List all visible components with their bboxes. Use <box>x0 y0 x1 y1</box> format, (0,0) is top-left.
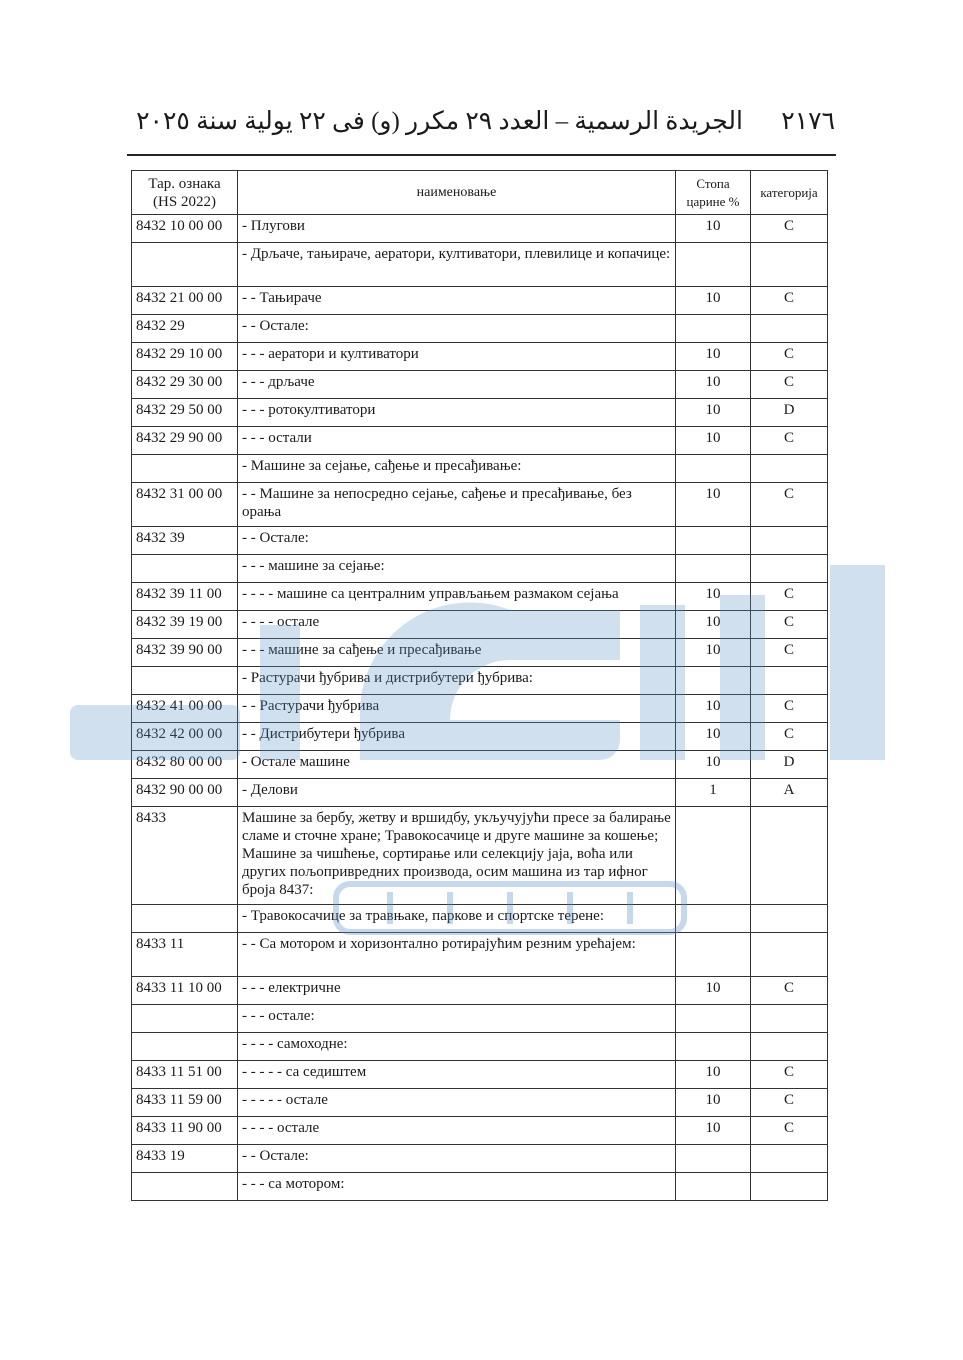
table-row <box>132 215 828 243</box>
table-row <box>132 905 828 933</box>
table-row <box>132 695 828 723</box>
item-name: - Дрљаче, тањираче, аератори, култиватори, плевилице и копачице: <box>238 243 676 287</box>
duty-rate: 10 <box>676 427 751 455</box>
duty-rate <box>676 667 751 695</box>
item-name: - Машине за сејање, сађење и пресађивање: <box>238 455 676 483</box>
category: D <box>751 399 828 427</box>
tariff-code: 8432 29 10 00 <box>132 343 238 371</box>
item-name: - - Са мотором и хоризонтално ротирајућим резним урећајем: <box>238 933 676 977</box>
table-row <box>132 1033 828 1061</box>
category: C <box>751 427 828 455</box>
duty-rate: 10 <box>676 977 751 1005</box>
tariff-code <box>132 243 238 287</box>
item-name: - - - аератори и култиватори <box>238 343 676 371</box>
tariff-code: 8432 42 00 00 <box>132 723 238 751</box>
tariff-code <box>132 1173 238 1201</box>
item-name: - - Растурачи ђубрива <box>238 695 676 723</box>
tariff-code <box>132 1033 238 1061</box>
category: C <box>751 1117 828 1145</box>
table-row <box>132 1089 828 1117</box>
tariff-code: 8432 41 00 00 <box>132 695 238 723</box>
category <box>751 243 828 287</box>
tariff-code: 8432 39 <box>132 527 238 555</box>
duty-rate: 10 <box>676 399 751 427</box>
table-row <box>132 1005 828 1033</box>
category: C <box>751 215 828 243</box>
item-name: - - - - остале <box>238 611 676 639</box>
column-header-code: Тар. ознака (HS 2022) <box>132 171 238 215</box>
table-row <box>132 527 828 555</box>
item-name: - - Дистрибутери ђубрива <box>238 723 676 751</box>
category: C <box>751 287 828 315</box>
tariff-code <box>132 1005 238 1033</box>
table-row <box>132 723 828 751</box>
page-number: ٢١٧٦ <box>781 108 835 135</box>
table-row <box>132 427 828 455</box>
category <box>751 905 828 933</box>
item-name: Машине за бербу, жетву и вршидбу, укључујући пресе за балирање сламе и сточне хране; Травокосачице и друге машине за кошење; Машине за чишћење, сортирање или селекцију јаја, воћа или других пољопривредних производа, осим машина из тар ифног броја 8437: <box>238 807 676 905</box>
duty-rate: 10 <box>676 751 751 779</box>
duty-rate <box>676 315 751 343</box>
table-row <box>132 371 828 399</box>
tariff-code: 8432 21 00 00 <box>132 287 238 315</box>
table-row <box>132 343 828 371</box>
duty-rate: 10 <box>676 583 751 611</box>
column-header-name: наименовање <box>238 171 676 215</box>
duty-rate: 10 <box>676 639 751 667</box>
item-name: - - - са мотором: <box>238 1173 676 1201</box>
tariff-code: 8433 11 <box>132 933 238 977</box>
duty-rate: 10 <box>676 287 751 315</box>
tariff-code: 8433 19 <box>132 1145 238 1173</box>
item-name: - - Остале: <box>238 527 676 555</box>
duty-rate: 10 <box>676 695 751 723</box>
category: C <box>751 1089 828 1117</box>
category: C <box>751 611 828 639</box>
category: C <box>751 343 828 371</box>
category: C <box>751 1061 828 1089</box>
category <box>751 315 828 343</box>
tariff-code: 8432 10 00 00 <box>132 215 238 243</box>
category <box>751 807 828 905</box>
duty-rate <box>676 527 751 555</box>
duty-rate: 10 <box>676 371 751 399</box>
duty-rate <box>676 555 751 583</box>
tariff-code: 8432 80 00 00 <box>132 751 238 779</box>
tariff-code: 8433 11 10 00 <box>132 977 238 1005</box>
category <box>751 527 828 555</box>
item-name: - - - - остале <box>238 1117 676 1145</box>
duty-rate: 10 <box>676 215 751 243</box>
table-row <box>132 1061 828 1089</box>
category: C <box>751 483 828 527</box>
item-name: - - - дрљаче <box>238 371 676 399</box>
tariff-code <box>132 555 238 583</box>
table-row <box>132 243 828 287</box>
category: C <box>751 639 828 667</box>
category <box>751 1145 828 1173</box>
tariff-code: 8433 11 51 00 <box>132 1061 238 1089</box>
tariff-code: 8432 29 30 00 <box>132 371 238 399</box>
table-row <box>132 555 828 583</box>
duty-rate <box>676 1033 751 1061</box>
table-row <box>132 977 828 1005</box>
tariff-code: 8432 39 19 00 <box>132 611 238 639</box>
duty-rate <box>676 807 751 905</box>
tariff-code: 8432 29 90 00 <box>132 427 238 455</box>
duty-rate: 10 <box>676 1061 751 1089</box>
header-rule <box>127 154 836 156</box>
tariff-code <box>132 667 238 695</box>
category: C <box>751 695 828 723</box>
column-header-category: категорија <box>751 171 828 215</box>
column-header-rate: Стопа царине % <box>676 171 751 215</box>
category: C <box>751 723 828 751</box>
item-name: - - Тањираче <box>238 287 676 315</box>
tariff-code <box>132 455 238 483</box>
tariff-code: 8432 39 11 00 <box>132 583 238 611</box>
item-name: - - - - - са седиштем <box>238 1061 676 1089</box>
table-row <box>132 751 828 779</box>
table-row <box>132 1117 828 1145</box>
duty-rate: 10 <box>676 1089 751 1117</box>
table-row <box>132 1173 828 1201</box>
table-row <box>132 639 828 667</box>
item-name: - - Остале: <box>238 1145 676 1173</box>
category <box>751 455 828 483</box>
duty-rate: 10 <box>676 1117 751 1145</box>
item-name: - - - ротокултиватори <box>238 399 676 427</box>
duty-rate <box>676 1173 751 1201</box>
gazette-title: الجريدة الرسمية – العدد ٢٩ مكرر (و) فى ٢٢ يولية سنة ٢٠٢٥ <box>136 108 743 135</box>
tariff-table <box>131 170 828 1201</box>
item-name: - - - машине за сејање: <box>238 555 676 583</box>
item-name: - - - остале: <box>238 1005 676 1033</box>
duty-rate <box>676 243 751 287</box>
item-name: - - - - самоходне: <box>238 1033 676 1061</box>
item-name: - - - - машине са централним управљањем размаком сејања <box>238 583 676 611</box>
duty-rate <box>676 905 751 933</box>
tariff-code: 8432 29 <box>132 315 238 343</box>
item-name: - - - електричне <box>238 977 676 1005</box>
table-row <box>132 583 828 611</box>
category <box>751 555 828 583</box>
duty-rate <box>676 1005 751 1033</box>
duty-rate <box>676 455 751 483</box>
category <box>751 1005 828 1033</box>
item-name: - - Остале: <box>238 315 676 343</box>
category: A <box>751 779 828 807</box>
tariff-code: 8433 11 90 00 <box>132 1117 238 1145</box>
table-row <box>132 611 828 639</box>
category: C <box>751 977 828 1005</box>
item-name: - Делови <box>238 779 676 807</box>
duty-rate <box>676 933 751 977</box>
item-name: - - Машине за непосредно сејање, сађење и пресађивање, без орања <box>238 483 676 527</box>
table-row <box>132 483 828 527</box>
duty-rate <box>676 1145 751 1173</box>
item-name: - - - остали <box>238 427 676 455</box>
tariff-code: 8433 11 59 00 <box>132 1089 238 1117</box>
table-row <box>132 1145 828 1173</box>
table-row <box>132 315 828 343</box>
item-name: - - - машине за сађење и пресађивање <box>238 639 676 667</box>
table-row <box>132 399 828 427</box>
tariff-code: 8432 90 00 00 <box>132 779 238 807</box>
item-name: - Растурачи ђубрива и дистрибутери ђубрива: <box>238 667 676 695</box>
table-row <box>132 287 828 315</box>
item-name: - Плугови <box>238 215 676 243</box>
duty-rate: 1 <box>676 779 751 807</box>
category: C <box>751 583 828 611</box>
tariff-code: 8432 31 00 00 <box>132 483 238 527</box>
table-row <box>132 667 828 695</box>
duty-rate: 10 <box>676 723 751 751</box>
category <box>751 933 828 977</box>
item-name: - Остале машине <box>238 751 676 779</box>
category: C <box>751 371 828 399</box>
category <box>751 1173 828 1201</box>
category <box>751 1033 828 1061</box>
item-name: - Травокосачице за травњаке, паркове и спортске терене: <box>238 905 676 933</box>
tariff-code: 8432 39 90 00 <box>132 639 238 667</box>
category: D <box>751 751 828 779</box>
duty-rate: 10 <box>676 343 751 371</box>
tariff-code <box>132 905 238 933</box>
item-name: - - - - - остале <box>238 1089 676 1117</box>
table-row <box>132 807 828 905</box>
table-row <box>132 779 828 807</box>
duty-rate: 10 <box>676 483 751 527</box>
tariff-code: 8433 <box>132 807 238 905</box>
table-row <box>132 455 828 483</box>
table-row <box>132 933 828 977</box>
duty-rate: 10 <box>676 611 751 639</box>
category <box>751 667 828 695</box>
tariff-code: 8432 29 50 00 <box>132 399 238 427</box>
